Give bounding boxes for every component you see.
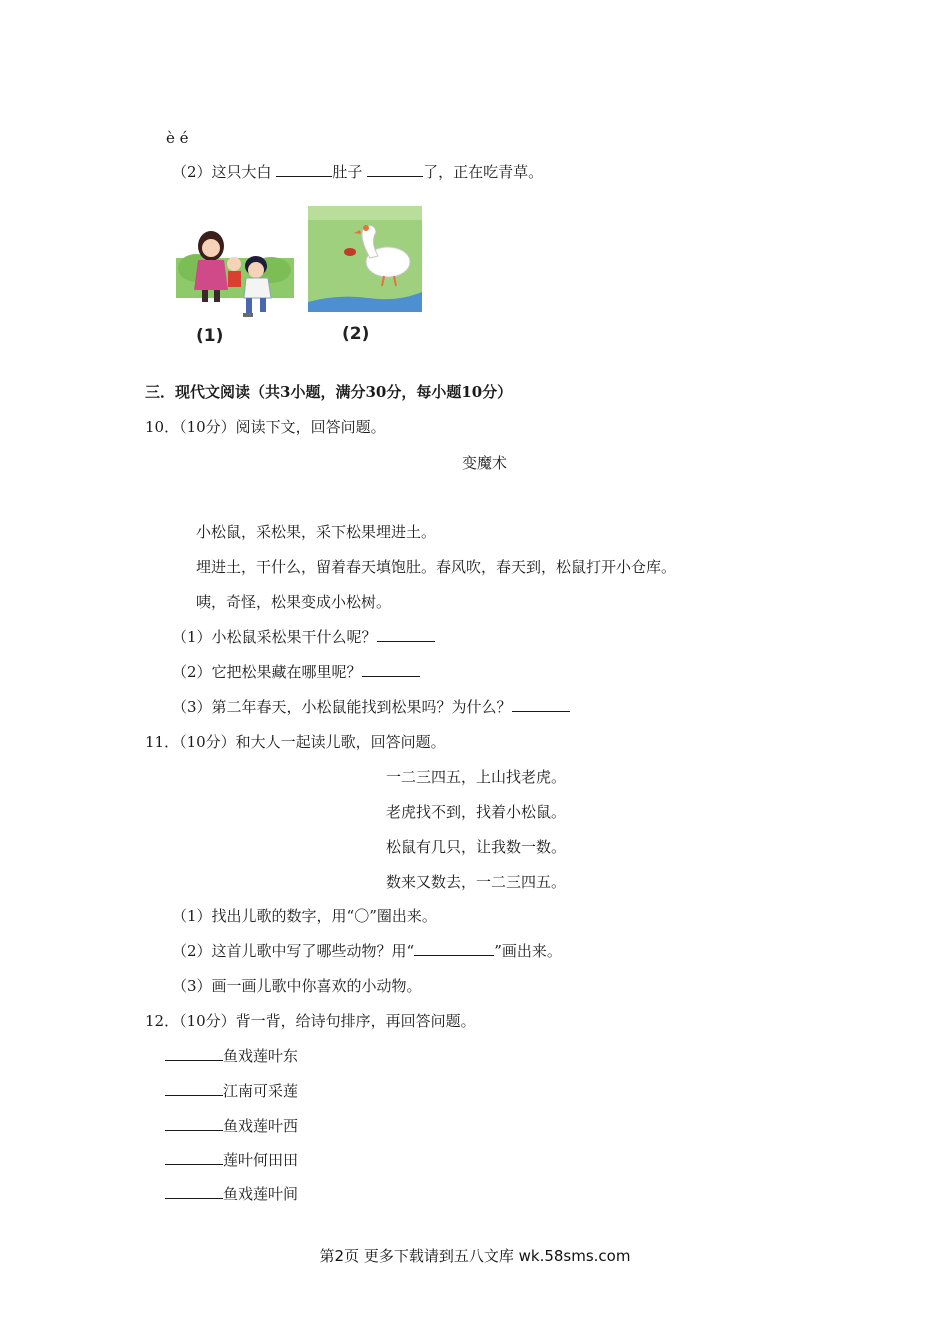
poem-order-line	[165, 1150, 298, 1170]
pinyin-line: è é	[166, 129, 189, 147]
illustration-children	[176, 218, 294, 324]
answer-blank[interactable]	[512, 697, 570, 712]
question-text: （2）它把松果藏在哪里呢？	[172, 663, 362, 681]
poem-line: 松鼠有几只，让我数一数。	[386, 838, 567, 856]
poem-line: 老虎找不到，找着小松鼠。	[386, 803, 567, 821]
answer-blank[interactable]	[362, 662, 420, 677]
verse-text: 江南可采莲	[223, 1082, 299, 1100]
poem-order-line	[165, 1046, 298, 1066]
poem-line: 数来又数去，一二三四五。	[386, 873, 567, 891]
poem-line: 一二三四五，上山找老虎。	[386, 768, 567, 786]
poem-order-line	[165, 1184, 298, 1204]
question-text: ”画出来。	[494, 942, 562, 960]
passage-line: 小松鼠，采松果，采下松果埋进土。	[196, 523, 437, 541]
figure-caption-2: (2)	[342, 324, 370, 344]
figure-caption-1: (1)	[196, 326, 224, 346]
order-blank[interactable]	[165, 1184, 223, 1199]
illustration-goose	[308, 206, 422, 312]
q11-stem: 11．（10分）和大人一起读儿歌，回答问题。	[145, 733, 446, 751]
verse-text: 鱼戏莲叶西	[223, 1117, 299, 1135]
q11-sub2	[172, 941, 562, 961]
answer-blank[interactable]	[367, 162, 423, 177]
poem-order-line	[165, 1081, 298, 1101]
passage-line: 咦，奇怪，松果变成小松树。	[196, 593, 392, 611]
order-blank[interactable]	[165, 1150, 223, 1165]
verse-text: 莲叶何田田	[223, 1151, 299, 1169]
q10-sub2	[172, 662, 420, 682]
question-text: （1）小松鼠采松果干什么呢？	[172, 628, 377, 646]
q9-item2-pre: （2）这只大白	[172, 163, 272, 181]
answer-blank[interactable]	[377, 627, 435, 642]
q11-sub3: （3）画一画儿歌中你喜欢的小动物。	[172, 977, 422, 995]
passage-line: 埋进土，干什么，留着春天填饱肚。春风吹，春天到，松鼠打开小仓库。	[196, 558, 677, 576]
q9-item2	[172, 162, 543, 182]
order-blank[interactable]	[165, 1081, 223, 1096]
question-text: （3）第二年春天，小松鼠能找到松果吗？为什么？	[172, 698, 512, 716]
q10-stem: 10．（10分）阅读下文，回答问题。	[145, 418, 386, 436]
q9-item2-post: 了，正在吃青草。	[423, 163, 544, 181]
verse-text: 鱼戏莲叶间	[223, 1185, 299, 1203]
question-text: （2）这首儿歌中写了哪些动物？用“	[172, 942, 415, 960]
answer-blank[interactable]	[276, 162, 332, 177]
poem-order-line	[165, 1116, 298, 1136]
verse-text: 鱼戏莲叶东	[223, 1047, 299, 1065]
q12-stem: 12．（10分）背一背，给诗句排序，再回答问题。	[145, 1012, 476, 1030]
section-heading: 三．现代文阅读（共3小题，满分30分，每小题10分）	[145, 383, 513, 401]
q10-sub1	[172, 627, 435, 647]
q10-sub3	[172, 697, 570, 717]
page-footer: 第2页 更多下载请到五八文库 wk.58sms.com	[319, 1247, 631, 1265]
order-blank[interactable]	[165, 1046, 223, 1061]
q9-item2-mid: 肚子	[332, 163, 363, 181]
order-blank[interactable]	[165, 1116, 223, 1131]
passage-title: 变魔术	[462, 454, 508, 472]
q11-sub1: （1）找出儿歌的数字，用“〇”圈出来。	[172, 907, 437, 925]
underline-sample	[414, 941, 494, 956]
